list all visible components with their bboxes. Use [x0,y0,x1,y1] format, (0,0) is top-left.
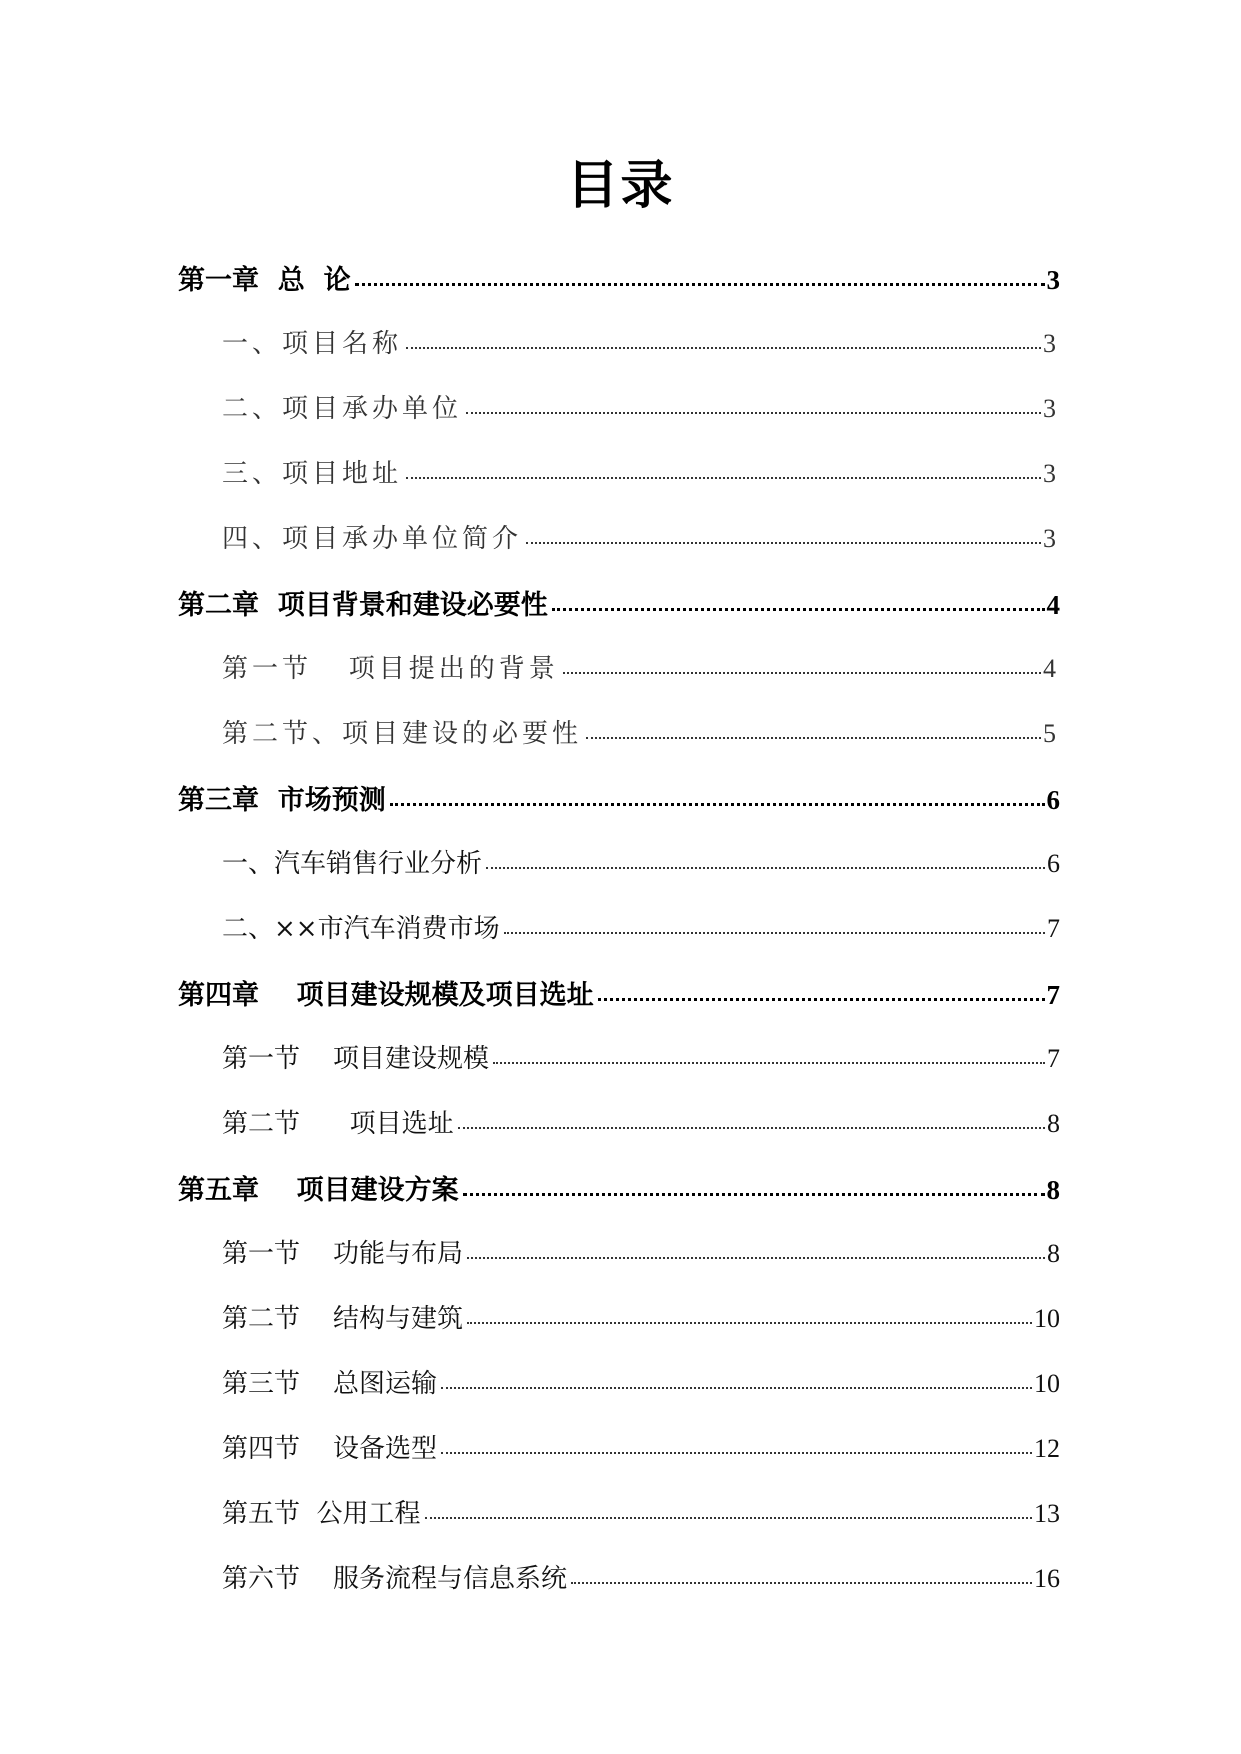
toc-dot-leader [571,1561,1032,1587]
toc-page-number: 6 [1047,849,1060,878]
toc-chapter-entry[interactable] [178,1168,1060,1233]
toc-section-entry[interactable] [178,1363,1060,1428]
toc-section-entry[interactable] [178,1103,1060,1168]
toc-entry-text: 二、××市汽车消费市场 [222,914,500,944]
toc-chapter-entry[interactable] [178,973,1060,1038]
toc-entry-text: 第三节 总图运输 [222,1369,438,1399]
toc-section-entry[interactable] [178,1038,1060,1103]
toc-page-number: 10 [1034,1304,1060,1333]
toc-page-number: 13 [1034,1499,1060,1528]
toc-section-entry[interactable] [178,648,1060,713]
toc-dot-leader [467,1236,1045,1262]
toc-dot-leader [441,1366,1032,1392]
toc-section-entry[interactable] [178,518,1060,583]
toc-entry-text: 第四章 项目建设规模及项目选址 [178,980,594,1011]
toc-dot-leader [586,716,1041,742]
toc-dot-leader [390,782,1045,809]
toc-entry-text: 第一节 项目建设规模 [222,1044,490,1074]
toc-title: 目录 [566,156,675,216]
toc-chapter-entry[interactable] [178,583,1060,648]
toc-dot-leader [463,1172,1045,1199]
toc-entry-text: 一、项目名称 [222,329,403,359]
toc-section-entry[interactable] [178,908,1060,973]
toc-dot-leader [406,456,1041,482]
toc-dot-leader [355,262,1045,289]
toc-page-number: 8 [1047,1239,1060,1268]
toc-dot-leader [504,911,1045,937]
toc-chapter-entry[interactable] [178,778,1060,843]
toc-page-number: 5 [1043,719,1060,748]
toc-section-entry[interactable] [178,713,1060,778]
toc-dot-leader [458,1106,1045,1132]
toc-page-number: 8 [1047,1109,1060,1138]
toc-page-number: 3 [1043,459,1060,488]
toc-dot-leader [493,1041,1045,1067]
toc-entry-text: 第一节 功能与布局 [222,1239,464,1269]
toc-page-number: 3 [1043,394,1060,423]
table-of-contents [178,258,1060,1623]
toc-entry-text: 四、项目承办单位简介 [222,524,523,554]
toc-page-number: 4 [1046,590,1060,620]
toc-page-number: 3 [1043,329,1060,358]
toc-dot-leader [526,521,1041,547]
toc-page-number: 3 [1046,265,1060,295]
toc-entry-text: 第一章 总 论 [178,265,351,296]
toc-page-number: 6 [1046,785,1060,815]
toc-section-entry[interactable] [178,1428,1060,1493]
toc-entry-text: 第二节 结构与建筑 [222,1304,464,1334]
toc-page-number: 8 [1046,1175,1060,1205]
toc-entry-text: 一、汽车销售行业分析 [222,849,483,879]
toc-dot-leader [467,1301,1032,1327]
toc-dot-leader [598,977,1045,1004]
toc-section-entry[interactable] [178,1558,1060,1623]
toc-dot-leader [425,1496,1032,1522]
toc-page-number: 3 [1043,524,1060,553]
toc-page-number: 10 [1034,1369,1060,1398]
toc-page-number: 12 [1034,1434,1060,1463]
toc-entry-text: 第二节、项目建设的必要性 [222,719,583,749]
toc-dot-leader [552,587,1045,614]
toc-entry-text: 第二节 项目选址 [222,1109,454,1139]
toc-entry-text: 第一节 项目提出的背景 [222,654,559,684]
toc-entry-text: 第三章 市场预测 [178,785,386,816]
toc-section-entry[interactable] [178,843,1060,908]
toc-dot-leader [406,326,1041,352]
toc-page-number: 4 [1043,654,1060,683]
toc-page-number: 7 [1047,1044,1060,1073]
toc-section-entry[interactable] [178,1493,1060,1558]
toc-entry-text: 第五节 公用工程 [222,1499,421,1529]
toc-entry-text: 二、项目承办单位 [222,394,463,424]
toc-dot-leader [486,846,1045,872]
toc-dot-leader [441,1431,1032,1457]
toc-entry-text: 第六节 服务流程与信息系统 [222,1564,568,1594]
toc-section-entry[interactable] [178,388,1060,453]
toc-entry-text: 第五章 项目建设方案 [178,1175,459,1206]
toc-page-number: 7 [1047,914,1060,943]
toc-dot-leader [466,391,1041,417]
toc-entry-text: 三、项目地址 [222,459,403,489]
toc-page-number: 16 [1034,1564,1060,1593]
toc-entry-text: 第四节 设备选型 [222,1434,438,1464]
toc-section-entry[interactable] [178,1233,1060,1298]
toc-section-entry[interactable] [178,323,1060,388]
toc-chapter-entry[interactable] [178,258,1060,323]
toc-page-number: 7 [1046,980,1060,1010]
toc-dot-leader [563,651,1041,677]
toc-section-entry[interactable] [178,453,1060,518]
toc-section-entry[interactable] [178,1298,1060,1363]
toc-entry-text: 第二章 项目背景和建设必要性 [178,590,548,621]
